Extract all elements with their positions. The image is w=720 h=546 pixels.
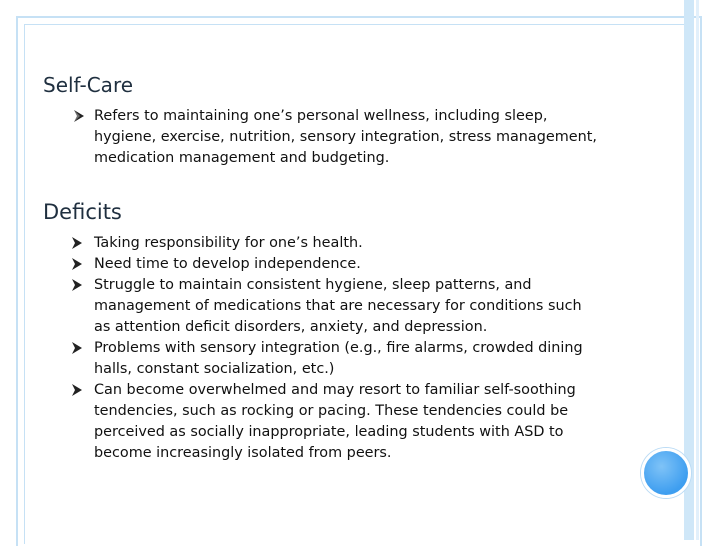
list-item <box>0 106 600 169</box>
bullet-text: Need time to develop independence. <box>94 256 361 272</box>
arrow-bullet-icon <box>72 384 82 396</box>
arrow-bullet-icon <box>72 342 82 354</box>
list-item <box>0 233 600 254</box>
arrow-bullet-icon <box>72 237 82 249</box>
decorative-circle <box>641 448 691 498</box>
arrow-bullet-icon <box>72 279 82 291</box>
self-care-bullet-list <box>0 106 600 169</box>
bullet-text: Taking responsibility for one’s health. <box>94 235 363 251</box>
deficits-bullet-list <box>0 233 600 464</box>
arrow-bullet-icon <box>74 110 84 122</box>
section-heading-deficits: Deficits <box>43 200 122 224</box>
bullet-text: Can become overwhelmed and may resort to familiar self-soothing tendencies, such as rocking or pacing. These tendencies could be perceived as socially inappropriate, leading students with ASD to become increasingly isolated from peers. <box>94 382 576 461</box>
list-item <box>0 380 600 464</box>
list-item <box>0 275 600 338</box>
list-item <box>0 338 600 380</box>
section-heading-self-care: Self-Care <box>43 73 134 97</box>
bullet-text: Struggle to maintain consistent hygiene, sleep patterns, and management of medications that are necessary for conditions such as attention deficit disorders, anxiety, and depression. <box>94 277 582 335</box>
bullet-text: Problems with sensory integration (e.g., fire alarms, crowded dining halls, constant socialization, etc.) <box>94 340 583 377</box>
arrow-bullet-icon <box>72 258 82 270</box>
bullet-text: Refers to maintaining one’s personal wellness, including sleep, hygiene, exercise, nutrition, sensory integration, stress management, medication management and budgeting. <box>94 108 597 166</box>
right-decor-line <box>696 0 699 540</box>
list-item <box>0 254 600 275</box>
